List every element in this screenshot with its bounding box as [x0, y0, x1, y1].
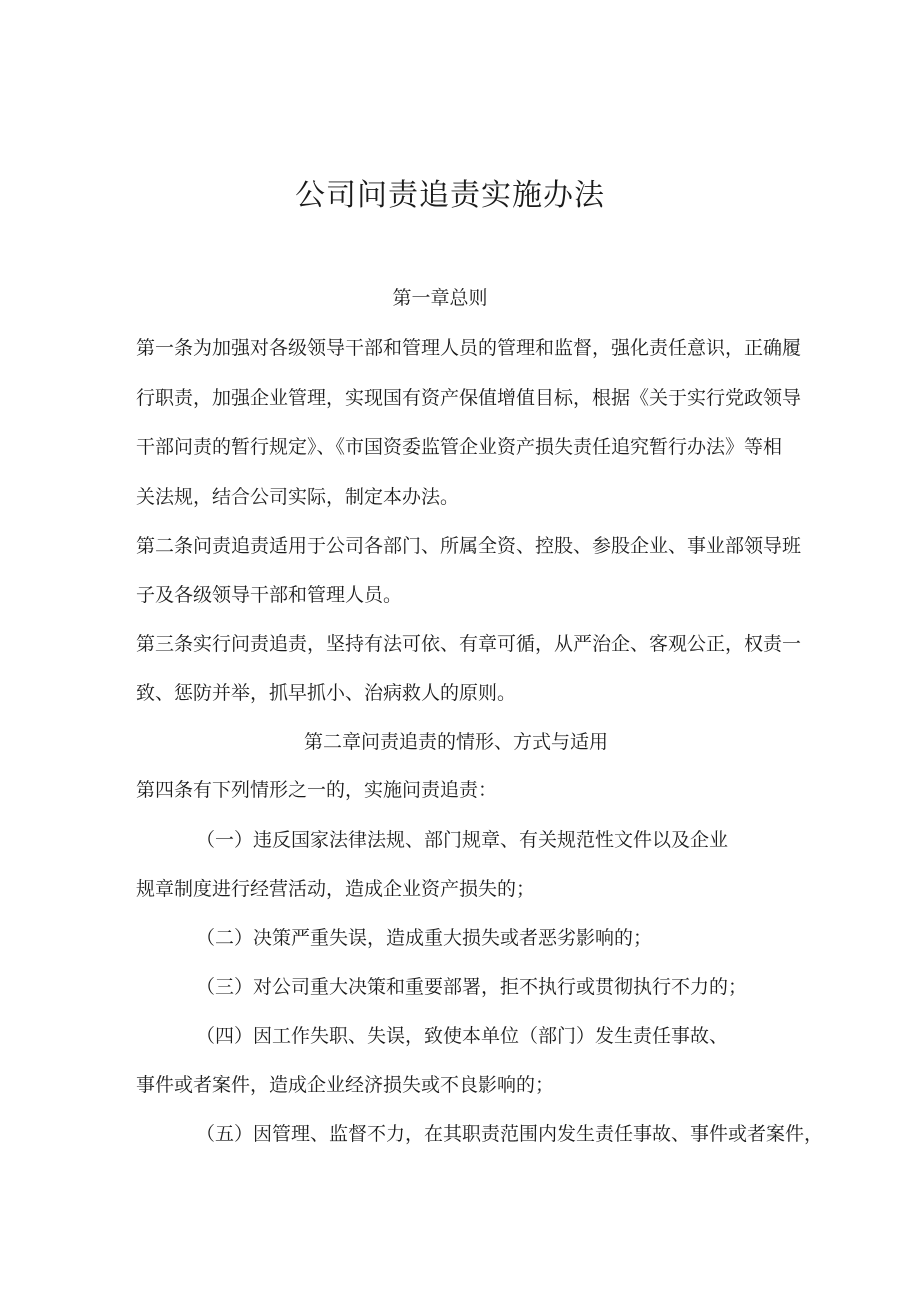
item5: （五）因管理、监督不力，在其职责范围内发生责任事故、事件或者案件，: [196, 1123, 824, 1145]
chapter2-heading: 第二章问责追责的情形、方式与适用: [303, 731, 608, 753]
article2-line2: 子及各级领导干部和管理人员。: [136, 584, 403, 606]
item3: （三）对公司重大决策和重要部署，拒不执行或贯彻执行不力的；: [196, 976, 748, 998]
article1-line4: 关法规，结合公司实际，制定本办法。: [136, 486, 460, 508]
item4-line1: （四）因工作失职、失误，致使本单位（部门）发生责任事故、: [196, 1025, 729, 1047]
article1-line1: 第一条为加强对各级领导干部和管理人员的管理和监督，强化责任意识，正确履: [136, 337, 802, 359]
article1-line2: 行职责，加强企业管理，实现国有资产保值增值目标，根据《关于实行党政领导: [136, 387, 802, 409]
item4-line2: 事件或者案件，造成企业经济损失或不良影响的；: [136, 1074, 555, 1096]
item1-line2: 规章制度进行经营活动，造成企业资产损失的；: [136, 878, 536, 900]
chapter1-heading: 第一章总则: [392, 287, 488, 309]
article3-line2: 致、惩防并举，抓早抓小、治病救人的原则。: [136, 682, 517, 704]
document-title: 公司问责追责实施办法: [295, 178, 605, 213]
item1-line1: （一）违反国家法律法规、部门规章、有关规范性文件以及企业: [196, 829, 729, 851]
article4-intro: 第四条有下列情形之一的，实施问责追责：: [136, 779, 498, 801]
article1-line3: 干部问责的暂行规定》、《市国资委监管企业资产损失责任追究暂行办法》等相: [136, 436, 783, 458]
article3-line1: 第三条实行问责追责，坚持有法可依、有章可循，从严治企、客观公正，权责一: [136, 633, 802, 655]
article2-line1: 第二条问责追责适用于公司各部门、所属全资、控股、参股企业、事业部领导班: [136, 535, 802, 557]
item2: （二）决策严重失误，造成重大损失或者恶劣影响的；: [196, 927, 653, 949]
